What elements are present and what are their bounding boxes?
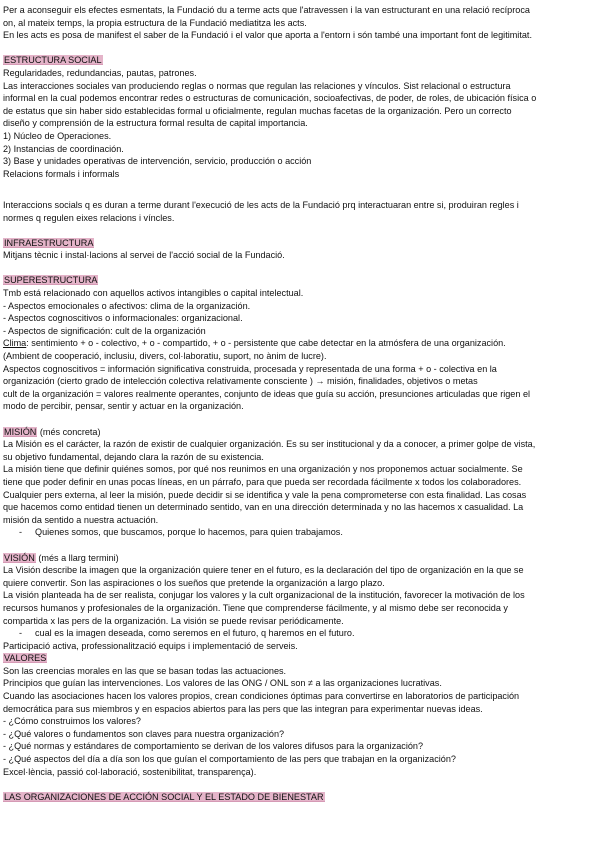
text-line: Son las creencias morales en las que se basan todas las actuaciones. — [3, 665, 287, 676]
heading-note: (més a llarg termini) — [35, 552, 119, 563]
section-heading: ESTRUCTURA SOCIAL — [4, 55, 102, 66]
bullet-marker: - — [19, 527, 23, 538]
list-item: 3) Base y unidades operativas de intervención, servicio, producción o acción — [3, 156, 312, 167]
section-final — [3, 791, 593, 804]
text-line: Excel·lència, passió col·laboració, sostenibilitat, transparença). — [3, 766, 257, 777]
text-line: Tmb está relacionado con aquellos activos intangibles o capital intelectual. — [3, 288, 304, 299]
list-item: - ¿Qué aspectos del día a día son los que guían el comportamiento de las pers que trabajan en la organización? — [3, 754, 456, 765]
text-line: normes q regulen eixes relacions i víncles. — [3, 212, 175, 223]
text-line: organización (cierto grado de intelección colectiva relativamente consciente ) → misión, finalidades, objetivos o metas — [3, 376, 478, 387]
section-heading: MISIÓN — [4, 426, 37, 437]
section-heading: SUPERESTRUCTURA — [4, 275, 98, 286]
section-vision — [3, 552, 593, 653]
clima-definition: : sentimiento + o - colectivo, + o - compartido, + o - persistente que cabe detectar en la atmósfera de una organización. — [26, 338, 506, 349]
text-line: informal en la cual podemos encontrar redes o estructuras de comunicación, socioafectivas, de poder, de roles, de ubicación física o — [3, 93, 537, 104]
text-line: democrática para sus miembros y en espacios abiertos para las pers que las integran para experimentar nuevas ideas. — [3, 703, 483, 714]
list-item: 2) Instancias de coordinación. — [3, 143, 124, 154]
text-line: (Ambient de cooperació, inclusiu, divers, col·laboratiu, suport, no ànim de lucre). — [3, 351, 327, 362]
list-item: 1) Núcleo de Operaciones. — [3, 130, 112, 141]
text-line: tiene que poder definir en unas pocas líneas, en un párrafo, para que pueda ser recordada fácilmente x todos los colaboradores. — [3, 476, 522, 487]
text-line: La Visión describe la imagen que la organización quiere tener en el futuro, es la declaración del tipo de organización en la que se — [3, 565, 524, 576]
section-heading: LAS ORGANIZACIONES DE ACCIÓN SOCIAL Y EL ESTADO DE BIENESTAR — [4, 791, 324, 802]
section-mision — [3, 426, 593, 539]
text-line: de estatus que sin haber sido establecidas formal u oficialmente, regulan muchas facetas de la organización. Pero un correcto — [3, 105, 512, 116]
text-line: Cuando las asociaciones hacen los valores propios, crean condiciones óptimas para convertirse en laboratorios de participación — [3, 691, 520, 702]
text-line: La misión tiene que definir quiénes somos, por qué nos reunimos en una organización y nos proponemos actuar socialmente. Se — [3, 464, 523, 475]
text-line: La Misión es el carácter, la razón de existir de cualquier organización. Es su ser institucional y da a conocer, a primer golpe de vista, — [3, 439, 536, 450]
text-line: Interaccions socials q es duran a terme durant l'execució de les acts de la Fundació prq interactuaran entre si, produiran regles i — [3, 199, 519, 210]
text-line: su objetivo fundamental, dejando clara la razón de su existencia. — [3, 451, 264, 462]
text-line: cult de la organización = valores realmente operantes, conjunto de ideas que guía su acción, presunciones articuladas que rigen el — [3, 388, 531, 399]
heading-note: (més concreta) — [37, 426, 101, 437]
list-item: - Aspectos emocionales o afectivos: clima de la organización. — [3, 300, 251, 311]
text-line: Relacions formals i informals — [3, 168, 120, 179]
bullet-text: cual es la imagen deseada, como seremos en el futuro, q haremos en el futuro. — [35, 628, 355, 639]
section-heading: VISIÓN — [4, 552, 35, 563]
text-line: Regularidades, redundancias, pautas, patrones. — [3, 67, 197, 78]
text-line: compartida x las pers de la organización. La visión se puede revisar periódicamente. — [3, 615, 344, 626]
section-heading: INFRAESTRUCTURA — [4, 237, 94, 248]
list-item: - Aspectos de significación: cult de la organización — [3, 325, 206, 336]
text-line: misión da sentido a nuestra actuación. — [3, 514, 159, 525]
intro-paragraph — [3, 4, 593, 42]
bullet-marker: - — [19, 628, 23, 639]
bullet-text: Quienes somos, que buscamos, porque lo hacemos, para quien trabajamos. — [35, 527, 343, 538]
section-infraestructura — [3, 237, 593, 262]
list-item: - Aspectos cognoscitivos o informacionales: organizacional. — [3, 313, 243, 324]
list-item: - ¿Cómo construimos los valores? — [3, 716, 141, 727]
text-line: que hacemos como entidad tienen un determinado sentido, van en una dirección determinada y no las hacemos x casualidad. La — [3, 502, 524, 513]
text-line: En les acts es posa de manifest el saber de la Fundació i el valor que aporta a l'entorn i són també una important font de legitimitat. — [3, 30, 532, 41]
clima-term: Clima — [3, 338, 27, 349]
document-page — [3, 4, 593, 803]
list-item: - ¿Qué valores o fundamentos son claves para nuestra organización? — [3, 728, 285, 739]
text-line: modo de percibir, pensar, sentir y actuar en la organización. — [3, 401, 244, 412]
text-line: La visión planteada ha de ser realista, conjugar los valores y la cult organizacional de la institución, favorecer la motivación de los — [3, 590, 525, 601]
text-line: on, al mateix temps, la propia estructura de la Fundació mediatitza les acts. — [3, 17, 307, 28]
text-line: Las interacciones sociales van produciendo reglas o normas que regulan las relaciones y vínculos. Sist relacional o estructura — [3, 80, 511, 91]
text-line: Cualquier pers externa, al leer la misión, puede decidir si se identifica y vale la pena comprometerse con esta finalidad. Las cosas — [3, 489, 527, 500]
list-item: - ¿Qué normas y estándares de comportamiento se derivan de los valores difusos para la organización? — [3, 741, 424, 752]
text-line: Aspectos cognoscitivos = información significativa construida, procesada y representada de una forma + o - colectiva en la — [3, 363, 497, 374]
text-line: Per a aconseguir els efectes esmentats, la Fundació du a terme acts que l'atravessen i la van estructurant en una relació recíproca — [3, 5, 530, 15]
text-line: Principios que guían las intervenciones. Los valores de las ONG / ONL son ≠ a las organizaciones lucrativas. — [3, 678, 442, 689]
bullet-item — [3, 627, 593, 640]
text-line: diseño y comprensión de la estructura formal resulta de capital importancia. — [3, 118, 308, 129]
section-superestructura — [3, 274, 593, 413]
text-line: recursos humanos y profesionales de la organización. Tiene que comprenderse fácilmente, y al mismo debe ser reconocida y — [3, 602, 508, 613]
text-line: Mitjans tècnic i instal·lacions al servei de l'acció social de la Fundació. — [3, 250, 285, 261]
text-line: quiere convertir. Son las aspiraciones o los sueños que pretende la organización a largo plazo. — [3, 577, 385, 588]
bullet-item — [3, 526, 593, 539]
section-valores — [3, 652, 593, 778]
text-line: Participació activa, professionalització equips i implementació de serveis. — [3, 640, 298, 651]
section-heading: VALORES — [4, 653, 47, 664]
section-estructura-social — [3, 54, 593, 224]
text-line — [3, 337, 593, 350]
